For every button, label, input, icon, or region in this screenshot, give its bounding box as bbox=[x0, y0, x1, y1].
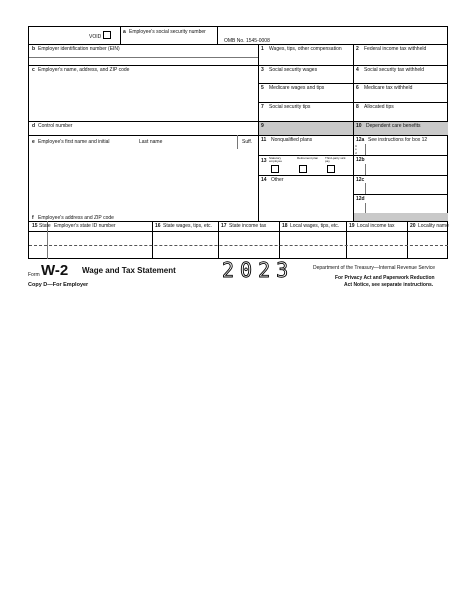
box-14-number: 14 bbox=[261, 177, 267, 183]
box-5-number: 5 bbox=[261, 85, 264, 91]
void-label: VOID bbox=[89, 34, 102, 40]
statutory-employee-checkbox[interactable] bbox=[271, 165, 279, 173]
box-d-letter: d bbox=[32, 123, 36, 129]
box-4-label: Social security tax withheld bbox=[364, 67, 425, 73]
box-15-number: 15 bbox=[32, 223, 38, 229]
box-2-label: Federal income tax withheld bbox=[364, 46, 427, 52]
box-13-thirdparty-label: Third-party sick pay bbox=[325, 156, 346, 164]
w2-form bbox=[28, 26, 448, 259]
box-c-label: Employer's name, address, and ZIP code bbox=[38, 67, 130, 73]
box-e-label: Employee's first name and initial bbox=[38, 139, 110, 145]
form-name: W-2 bbox=[41, 262, 69, 279]
box-8-label: Allocated tips bbox=[364, 104, 394, 110]
box-12c-number: 12c bbox=[356, 177, 365, 183]
box-f-letter: f bbox=[32, 215, 34, 221]
box-12a-number: 12a bbox=[356, 137, 365, 143]
box-20-number: 20 bbox=[410, 223, 416, 229]
tax-year: 2023 bbox=[222, 258, 295, 282]
box-e-last-name: Last name bbox=[139, 139, 163, 145]
third-party-sick-pay-checkbox[interactable] bbox=[327, 165, 335, 173]
box-15-state-label: State bbox=[39, 223, 51, 229]
box-a-letter: a bbox=[123, 29, 126, 35]
box-d-label: Control number bbox=[38, 123, 73, 129]
omb-number: OMB No. 1545-0008 bbox=[224, 38, 270, 44]
box-f-label: Employee's address and ZIP code bbox=[38, 215, 114, 221]
box-b-label: Employer identification number (EIN) bbox=[38, 46, 120, 52]
box-20-label: Locality name bbox=[418, 223, 449, 229]
box-e-letter: e bbox=[32, 139, 35, 145]
box-b-letter: b bbox=[32, 46, 36, 52]
box-8-number: 8 bbox=[356, 104, 359, 110]
box-7-number: 7 bbox=[261, 104, 264, 110]
void-checkbox[interactable] bbox=[103, 31, 111, 39]
copy-label: Copy D—For Employer bbox=[28, 282, 89, 288]
box-11-number: 11 bbox=[261, 137, 267, 143]
box-14-label: Other bbox=[271, 177, 284, 183]
box-19-label: Local income tax bbox=[357, 223, 395, 229]
box-18-label: Local wages, tips, etc. bbox=[290, 223, 340, 229]
box-6-label: Medicare tax withheld bbox=[364, 85, 413, 91]
box-18-number: 18 bbox=[282, 223, 288, 229]
box-12a-label: See instructions for box 12 bbox=[368, 137, 428, 143]
box-17-label: State income tax bbox=[229, 223, 267, 229]
box-e-suffix: Suff. bbox=[242, 139, 253, 145]
box-6-number: 6 bbox=[356, 85, 359, 91]
box-19-number: 19 bbox=[349, 223, 355, 229]
box-3-number: 3 bbox=[261, 67, 264, 73]
box-12b-number: 12b bbox=[356, 157, 365, 163]
form-title: Wage and Tax Statement bbox=[82, 266, 176, 275]
box-16-number: 16 bbox=[155, 223, 161, 229]
box-11-label: Nonqualified plans bbox=[271, 137, 313, 143]
box-2-number: 2 bbox=[356, 46, 359, 52]
box-12d-number: 12d bbox=[356, 196, 365, 202]
privacy-line-1: For Privacy Act and Paperwork Reduction bbox=[335, 275, 435, 281]
box-5-label: Medicare wages and tips bbox=[269, 85, 325, 91]
retirement-plan-checkbox[interactable] bbox=[299, 165, 307, 173]
form-word: Form bbox=[28, 272, 40, 278]
box-1-label: Wages, tips, other compensation bbox=[269, 46, 342, 52]
box-12d-end-shading bbox=[353, 213, 448, 221]
box-12a-code-letters: C o d bbox=[355, 144, 358, 155]
box-9-shading bbox=[258, 121, 353, 135]
box-c-letter: c bbox=[32, 67, 35, 73]
box-17-number: 17 bbox=[221, 223, 227, 229]
box-10-number: 10 bbox=[356, 123, 362, 129]
box-1-number: 1 bbox=[261, 46, 264, 52]
box-a-label: Employee's social security number bbox=[129, 29, 206, 35]
box-9-number: 9 bbox=[261, 123, 264, 129]
box-7-label: Social security tips bbox=[269, 104, 311, 110]
box-13-statutory-label: Statutory employee bbox=[269, 156, 283, 164]
box-3-label: Social security wages bbox=[269, 67, 318, 73]
box-16-label: State wages, tips, etc. bbox=[163, 223, 212, 229]
privacy-line-2: Act Notice, see separate instructions. bbox=[344, 282, 434, 288]
department-label: Department of the Treasury—Internal Revenue Service bbox=[313, 265, 436, 271]
box-15-id-label: Employer's state ID number bbox=[54, 223, 116, 229]
box-13-retirement-label: Retirement plan bbox=[297, 156, 319, 160]
box-10-label: Dependent care benefits bbox=[366, 123, 421, 129]
box-4-number: 4 bbox=[356, 67, 359, 73]
box-13-number: 13 bbox=[261, 158, 267, 164]
